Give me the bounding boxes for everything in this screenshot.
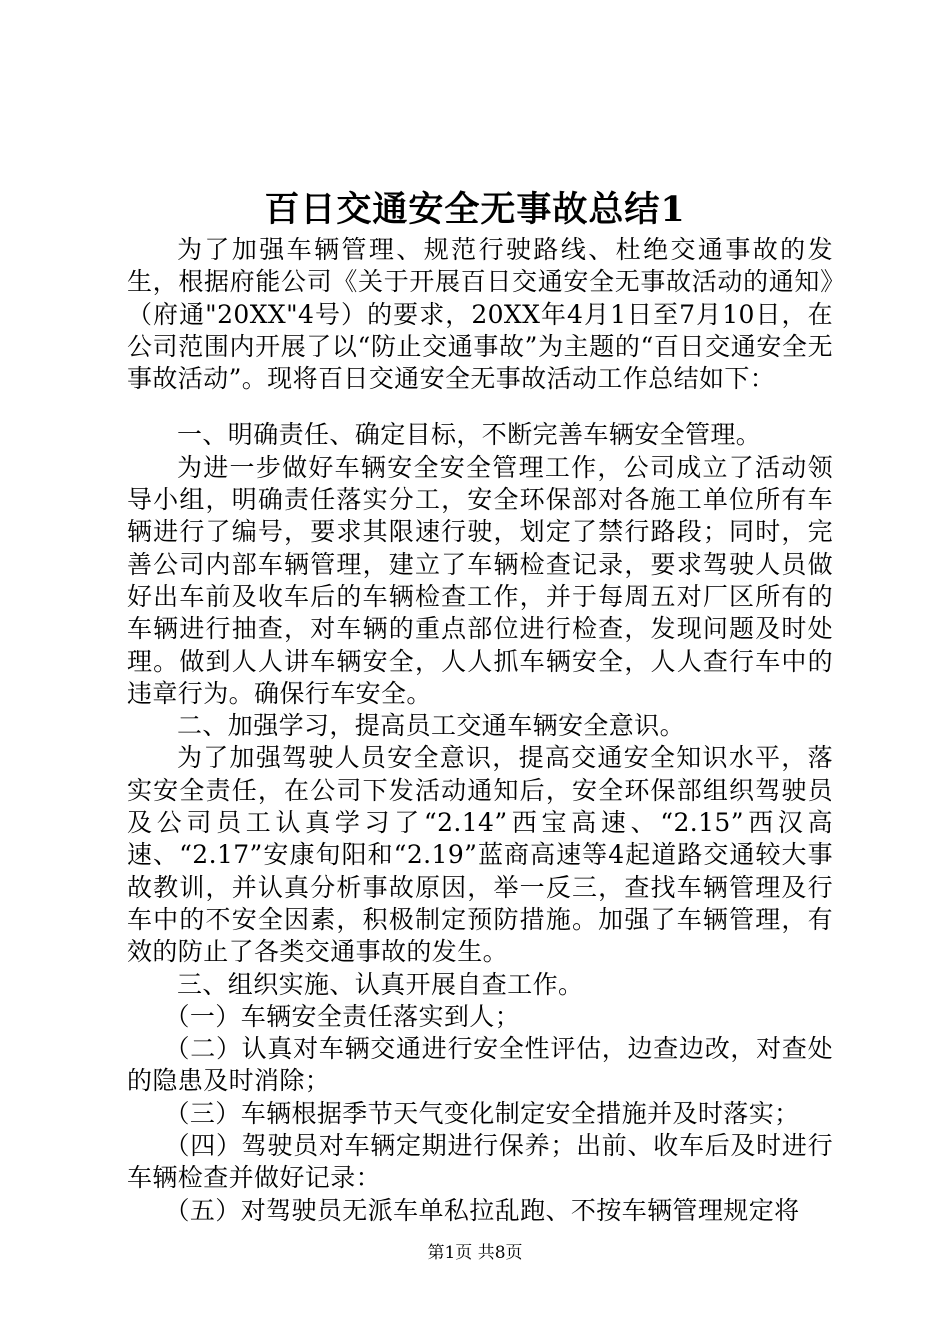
list-item-2: （二）认真对车辆交通进行安全性评估，边查边改，对查处的隐患及时消除； [127,1034,833,1096]
document-body [127,234,833,1227]
list-item-4: （四）驾驶员对车辆定期进行保养；出前、收车后及时进行车辆检查并做好记录： [127,1131,833,1193]
section-heading-2: 二、加强学习，提高员工交通车辆安全意识。 [177,711,686,741]
document-title: 百日交通安全无事故总结1 [264,189,686,230]
section-paragraph-1: 为进一步做好车辆安全安全管理工作，公司成立了活动领导小组，明确责任落实分工，安全环保部对各施工单位所有车辆进行了编号，要求其限速行驶，划定了禁行路段；同时，完善公司内部车辆管理，建立了车辆检查记录，要求驾驶人员做好出车前及收车后的车辆检查工作，并于每周五对厂区所有的车辆进行抽查，对车辆的重点部位进行检查，发现问题及时处理。做到人人讲车辆安全，人人抓车辆安全，人人查行车中的违章行为。确保行车安全。 [127,452,833,708]
section-paragraph-2: 为了加强驾驶人员安全意识，提高交通安全知识水平，落实安全责任，在公司下发活动通知后，安全环保部组织驾驶员及公司员工认真学习了“2.14”西宝高速、“2.15”西汉高速、“2.17”安康旬阳和“2.19”蓝商高速等4起道路交通较大事故教训，并认真分析事故原因，举一反三，查找车辆管理及行车中的不安全因素，积极制定预防措施。加强了车辆管理，有效的防止了各类交通事故的发生。 [127,743,833,967]
list-item-1: （一）车辆安全责任落实到人； [164,1001,521,1031]
section-heading-3: 三、组织实施、认真开展自查工作。 [177,969,584,999]
list-item-5: （五）对驾驶员无派车单私拉乱跑、不按车辆管理规定将 [164,1195,800,1225]
list-item-3: （三）车辆根据季节天气变化制定安全措施并及时落实； [164,1098,800,1128]
section-heading-1: 一、明确责任、确定目标，不断完善车辆安全管理。 [177,420,762,450]
page-footer: 第1页 共8页 [427,1243,523,1263]
intro-paragraph: 为了加强车辆管理、规范行驶路线、杜绝交通事故的发生，根据府能公司《关于开展百日交通安全无事故活动的通知》（府通"20XX"4号）的要求，20XX年4月1日至7月10日，在公司范围内开展了以“防止交通事故”为主题的“百日交通安全无事故活动”。现将百日交通安全无事故活动工作总结如下： [127,235,833,394]
